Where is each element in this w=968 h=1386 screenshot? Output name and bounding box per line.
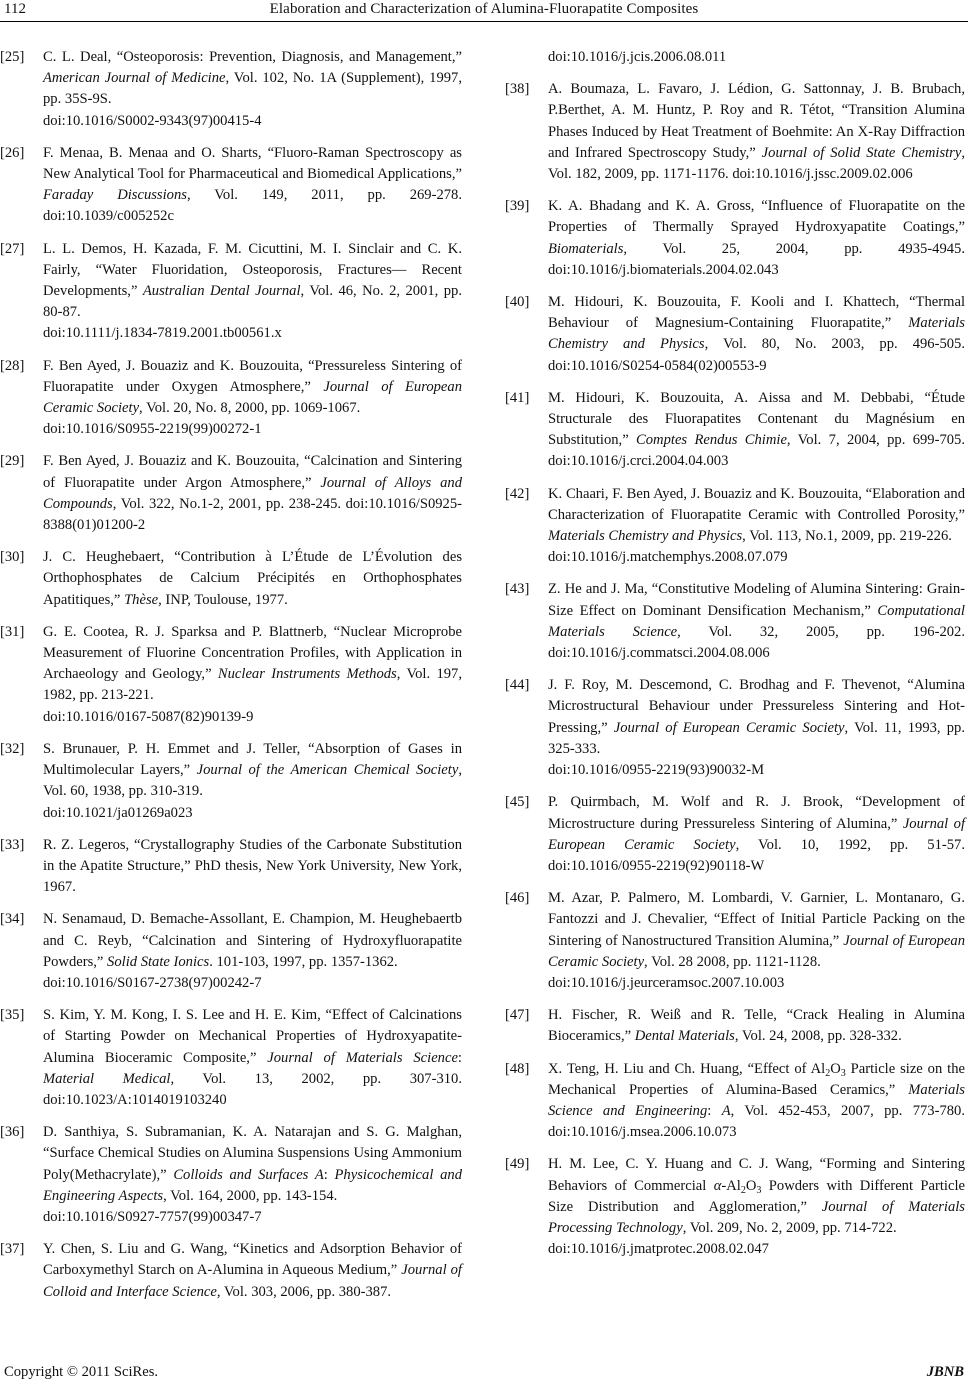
citation-text: : [323,1166,335,1183]
citation-text: N. Senamaud, D. Bemache-Assollant, E. Champion, M. Heughebaertb and C. Reyb, “Calcination and Sintering of Hydroxyfluorapatite Powders,” [43,911,462,970]
reference-entry [505,888,965,994]
reference-doi: doi:10.1016/S0927-7757(99)00347-7 [43,1208,262,1225]
italic-title: Computational Materials Science [548,602,965,640]
reference-text [43,356,462,420]
reference-entry [0,47,462,132]
citation-text: , Vol. 28 2008, pp. 1121-1128. [644,953,821,970]
reference-text [548,79,965,185]
citation-text: , Vol. 7, 2004, pp. 699-705. doi:10.1016/j.crci.2004.04.003 [548,432,965,470]
reference-entry [0,1005,462,1111]
citation-text: M. Azar, P. Palmero, M. Lombardi, V. Garnier, L. Montanaro, G. Fantozzi and J. Chevalier, “Effect of Initial Particle Packing on the Sintering of Nanostructured Transition Alumina,” [548,890,965,949]
reference-number: [38] [505,81,530,98]
citation-text: X. Teng, H. Liu and Ch. Huang, “Effect of Al [548,1060,826,1077]
citation-text: -Al [721,1177,741,1194]
citation-text: , Vol. 13, 2002, pp. 307-310. doi:10.1023/A:1014019103240 [43,1070,462,1108]
italic-title: American Journal of Medicine [43,70,226,87]
reference-number: [27] [0,240,25,257]
reference-doi: doi:10.1016/0167-5087(82)90139-9 [43,708,254,725]
reference-column-right [505,47,965,1271]
reference-entry [505,292,965,377]
italic-title: Nuclear Instruments Methods [217,666,397,683]
reference-entry [505,1154,965,1260]
citation-text: Y. Chen, S. Liu and G. Wang, “Kinetics and Adsorption Behavior of Carboxymethyl Starch on A-Alumina in Aqueous Medium,” [43,1241,462,1279]
reference-number: [35] [0,1007,25,1024]
citation-text: INP, Toulouse, 1977. [161,591,288,608]
reference-text [548,1005,965,1047]
reference-entry [505,1005,965,1047]
citation-text: , Vol. 164, 2000, pp. 143-154. [163,1187,338,1204]
subscript: 2 [740,1184,746,1196]
reference-entry [505,1059,965,1144]
reference-text [43,909,462,973]
reference-doi: doi:10.1016/j.matchemphys.2008.07.079 [548,549,788,566]
reference-doi: doi:10.1016/j.jeurceramsoc.2007.10.003 [548,974,785,991]
reference-text [548,1059,965,1144]
italic-title: A [721,1102,731,1119]
reference-doi: doi:10.1016/S0167-2738(97)00242-7 [43,974,262,991]
citation-text: H. M. Lee, C. Y. Huang and C. J. Wang, “Forming and Sintering Behaviors of Commercial [548,1156,965,1194]
reference-number: [49] [505,1156,530,1173]
footer-copyright: Copyright © 2011 SciRes. [4,1364,159,1380]
citation-text: K. A. Bhadang and K. A. Gross, “Influence of Fluorapatite on the Properties of Thermally Sprayed Hydroxyapatite Coatings,” [548,198,965,236]
citation-text: L. L. Demos, H. Kazada, F. M. Cicuttini, M. I. Sinclair and C. K. Fairly, “Water Fluoridation, Osteoporosis, Fractures— Recent Developments,” [43,240,462,300]
citation-text: , Vol. 32, 2005, pp. 196-202. doi:10.1016/j.commatsci.2004.08.006 [548,623,965,662]
citation-text: F. Ben Ayed, J. Bouaziz and K. Bouzouita, “Calcination and Sintering of Fluorapatite under Argon Atmosphere,” [43,453,462,491]
citation-text: J. F. Roy, M. Descemond, C. Brodhag and F. Thevenot, “Alumina Microstructural Behaviour under Pressureless Sintering and Hot-Pressing,” [548,677,965,736]
citation-text: Z. He and J. Ma, “Constitutive Modeling of Alumina Sintering: Grain-Size Effect on Dominant Densification Mechanism,” [548,581,965,619]
reference-continuation [505,47,965,68]
citation-text: S. Kim, Y. M. Kong, I. S. Lee and H. E. Kim, “Effect of Calcinations of Starting Powder on Mechanical Properties of Hydroxyapatite-Alumina Bioceramic Composite,” [43,1007,462,1066]
reference-entry [505,792,965,877]
subscript: 2 [825,1067,831,1079]
reference-entry [505,675,965,781]
reference-entry [0,1122,462,1228]
italic-title: Materials Science and Engineering [548,1081,965,1119]
reference-number: [26] [0,144,25,161]
citation-text: J. C. Heughebaert, “Contribution à L’Étude de L’Évolution des Orthophosphates de Calcium Précipités en Orthophosphates Apatitiques,” [43,549,462,608]
italic-title: Journal of Alloys and Compounds [43,474,462,512]
reference-entry [0,143,462,228]
italic-title: Colloids and Surfaces A [173,1166,324,1183]
reference-number: [28] [0,357,25,374]
citation-text: , Vol. 60, 1938, pp. 310-319. [43,762,462,800]
reference-entry [0,909,462,994]
italic-title: Biomaterials [548,240,624,257]
citation-text: C. L. Deal, “Osteoporosis: Prevention, Diagnosis, and Management,” [43,49,462,65]
running-title: Elaboration and Characterization of Alumina-Fluorapatite Composites [269,1,699,17]
citation-text: G. E. Cootea, R. J. Sparksa and P. Blattnerb, “Nuclear Microprobe Measurement of Fluorine Concentration Profiles, with Application in Archaeology and Geology,” [43,623,462,683]
page-number: 112 [4,1,26,17]
citation-text: , Vol. 11, 1993, pp. 325-333. [548,719,965,757]
citation-text: K. Chaari, F. Ben Ayed, J. Bouaziz and K. Bouzouita, “Elaboration and Characterization of Fluorapatite Ceramic with Controlled Porosity,” [548,485,965,523]
italic-title: Journal of Solid State Chemistry [761,144,962,161]
reference-entry [0,356,462,441]
reference-doi: doi:10.1016/S0002-9343(97)00415-4 [43,112,262,129]
reference-text [43,622,462,707]
citation-text: , Vol. 25, 2004, pp. 4935-4945. doi:10.1016/j.biomaterials.2004.02.043 [548,240,965,278]
reference-number: [33] [0,836,25,853]
reference-number: [42] [505,485,530,502]
citation-text: , Vol. 303, 2006, pp. 380-387. [216,1283,392,1300]
italic-title: Materials Chemistry and Physics [548,528,743,545]
citation-text: F. Menaa, B. Menaa and O. Sharts, “Fluoro-Raman Spectroscopy as New Analytical Tool for Pharmaceutical and Biomedical Applications,” [43,144,462,183]
reference-entry [505,196,965,281]
reference-text [43,835,462,899]
reference-number: [40] [505,294,530,311]
footer-journal-abbrev: JBNB [926,1364,964,1380]
italic-title: Journal of Materials Science [267,1049,458,1066]
citation-text: M. Hidouri, K. Bouzouita, F. Kooli and I. Khattech, “Thermal Behaviour of Magnesium-Containing Fluorapatite,” [548,294,965,332]
italic-title: Physicochemical and Engineering Aspects [43,1166,462,1204]
citation-text: , Vol. 113, No.1, 2009, pp. 219-226. [742,528,952,545]
italic-title: Journal of European Ceramic Society [613,719,845,736]
reference-number: [39] [505,198,530,215]
italic-title: Journal of Materials Processing Technology [548,1198,965,1236]
reference-text [43,547,462,611]
reference-text [548,484,965,548]
reference-text [548,292,965,377]
citation-text: M. Hidouri, K. Bouzouita, A. Aissa and M. Debbabi, “Étude Structurale des Fluorapatites Contenant du Magnésium en Substitution,” [548,389,965,449]
reference-entry [0,835,462,899]
citation-text: , Vol. 46, No. 2, 2001, pp. 80-87. [43,283,462,321]
reference-text [548,579,965,664]
reference-doi: doi:10.1016/S0955-2219(99)00272-1 [43,421,262,438]
italic-title: Australian Dental Journal [142,283,301,300]
citation-text: Powders with Different Particle Size Distribution and Agglomeration,” [548,1177,965,1215]
reference-doi: doi:10.1016/j.jmatprotec.2008.02.047 [548,1241,769,1258]
reference-number: [37] [0,1241,25,1258]
citation-text: O [830,1060,841,1077]
citation-text: , Vol. 24, 2008, pp. 328-332. [734,1028,902,1045]
citation-text: , Vol. 209, No. 2, 2009, pp. 714-722. [682,1219,897,1236]
reference-column-left [0,47,462,1314]
italic-title: Solid State Ionics [107,953,210,970]
reference-text [43,1239,462,1303]
italic-title: Journal of European Ceramic Society [43,378,462,417]
reference-number: [48] [505,1060,530,1077]
citation-text: Particle size on the Mechanical Properties of Alumina-Based Ceramics,” [548,1060,966,1098]
reference-text [43,143,462,228]
citation-text: S. Brunauer, P. H. Emmet and J. Teller, “Absorption of Gases in Multimolecular Layers,” [43,740,462,779]
reference-number: [34] [0,911,25,928]
reference-text [548,792,965,877]
citation-text: , Vol. 149, 2011, pp. 269-278. doi:10.1039/c005252c [43,187,462,225]
reference-text [548,675,965,760]
reference-text [43,47,462,111]
reference-entry [0,451,462,536]
reference-number: [30] [0,549,25,566]
reference-text [548,888,965,973]
italic-title: Thèse, [124,591,162,608]
citation-text: D. Santhiya, S. Subramanian, K. A. Natarajan and S. G. Malghan, “Surface Chemical Studies on Alumina Suspensions Using Ammonium Poly(Methacrylate),” [43,1124,462,1183]
reference-doi: doi:10.1111/j.1834-7819.2001.tb00561.x [43,325,282,342]
citation-text: , Vol. 10, 1992, pp. 51-57. doi:10.1016/0955-2219(92)90118-W [548,836,965,874]
reference-entry [0,622,462,728]
reference-entry [505,388,965,473]
reference-number: [29] [0,453,25,470]
italic-title: Dental Materials [634,1028,735,1045]
italic-title: Journal of Colloid and Interface Science [43,1262,462,1300]
reference-entry [0,1239,462,1303]
citation-text: F. Ben Ayed, J. Bouaziz and K. Bouzouita, “Pressureless Sintering of Fluorapatite under Oxygen Atmosphere,” [43,357,462,395]
italic-title: Material Medical [43,1070,171,1087]
citation-text: , Vol. 80, No. 2003, pp. 496-505. doi:10.1016/S0254-0584(02)00553-9 [548,336,965,374]
reference-text [43,1122,462,1207]
citation-text: P. Quirmbach, M. Wolf and R. J. Brook, “Development of Microstructure during Pressureless Sintering of Alumina,” [548,794,965,832]
reference-number: [41] [505,389,530,406]
italic-title: Journal of European Ceramic Society [548,815,965,853]
italic-title: Journal of the American Chemical Society [196,762,459,779]
citation-text: A. Boumaza, L. Favaro, J. Lédion, G. Sattonnay, J. B. Brubach, P.Berthet, A. M. Huntz, P. Roy and R. Tétot, “Transition Alumina Phases Induced by Heat Treatment of Boehmite: An X-Ray Diffraction and Infrared Spectroscopy Study,” [548,81,965,161]
reference-text [43,1005,462,1111]
subscript: 3 [840,1067,846,1079]
reference-entry [505,79,965,185]
citation-text: , Vol. 102, No. 1A (Supplement), 1997, pp. 35S-9S. [43,70,462,108]
reference-doi: doi:10.1016/0955-2219(93)90032-M [548,762,765,779]
italic-title: Comptes Rendus Chimie [636,432,787,449]
reference-number: [32] [0,740,25,757]
reference-entry [0,239,462,345]
reference-number: [25] [0,49,25,65]
citation-text: , Vol. 452-453, 2007, pp. 773-780. doi:10.1016/j.msea.2006.10.073 [548,1102,966,1141]
reference-number: [43] [505,581,530,598]
italic-title: Faraday Discussions [43,187,187,204]
reference-text [43,739,462,803]
reference-entry [505,579,965,664]
reference-number: [45] [505,794,530,811]
continued-doi: doi:10.1016/j.jcis.2006.08.011 [548,49,727,65]
italic-title: α [713,1177,722,1194]
reference-doi: doi:10.1021/ja01269a023 [43,804,193,821]
reference-text [548,196,965,281]
citation-text: H. Fischer, R. Weiß and R. Telle, “Crack Healing in Alumina Bioceramics,” [548,1007,965,1045]
citation-text: O [745,1177,757,1194]
citation-text: , Vol. 20, No. 8, 2000, pp. 1069-1067. [139,400,361,417]
citation-text: , Vol. 197, 1982, pp. 213-221. [43,666,462,704]
reference-entry [0,547,462,611]
citation-text: , Vol. 182, 2009, pp. 1171-1176. doi:10.1016/j.jssc.2009.02.006 [548,144,965,183]
citation-text: . 101-103, 1997, pp. 1357-1362. [209,953,398,970]
reference-number: [46] [505,890,530,907]
citation-text: : [457,1049,462,1066]
citation-text: , Vol. 322, No.1-2, 2001, pp. 238-245. doi:10.1016/S0925-8388(01)01200-2 [43,495,462,534]
reference-text [548,388,965,473]
reference-entry [505,484,965,569]
reference-entry [0,739,462,824]
reference-number: [31] [0,623,25,640]
citation-text: R. Z. Legeros, “Crystallography Studies of the Carbonate Substitution in the Apatite Structure,” PhD thesis, New York University, New York, 1967. [43,836,462,896]
subscript: 3 [756,1184,762,1196]
header-rule [0,21,968,22]
citation-text: : [707,1102,722,1119]
reference-text [43,239,462,324]
reference-text [43,451,462,536]
reference-number: [36] [0,1124,25,1141]
italic-title: Materials Chemistry and Physics [548,315,965,353]
italic-title: Journal of European Ceramic Society [548,932,965,970]
reference-number: [44] [505,677,530,694]
reference-number: [47] [505,1007,530,1024]
reference-text [548,1154,965,1239]
